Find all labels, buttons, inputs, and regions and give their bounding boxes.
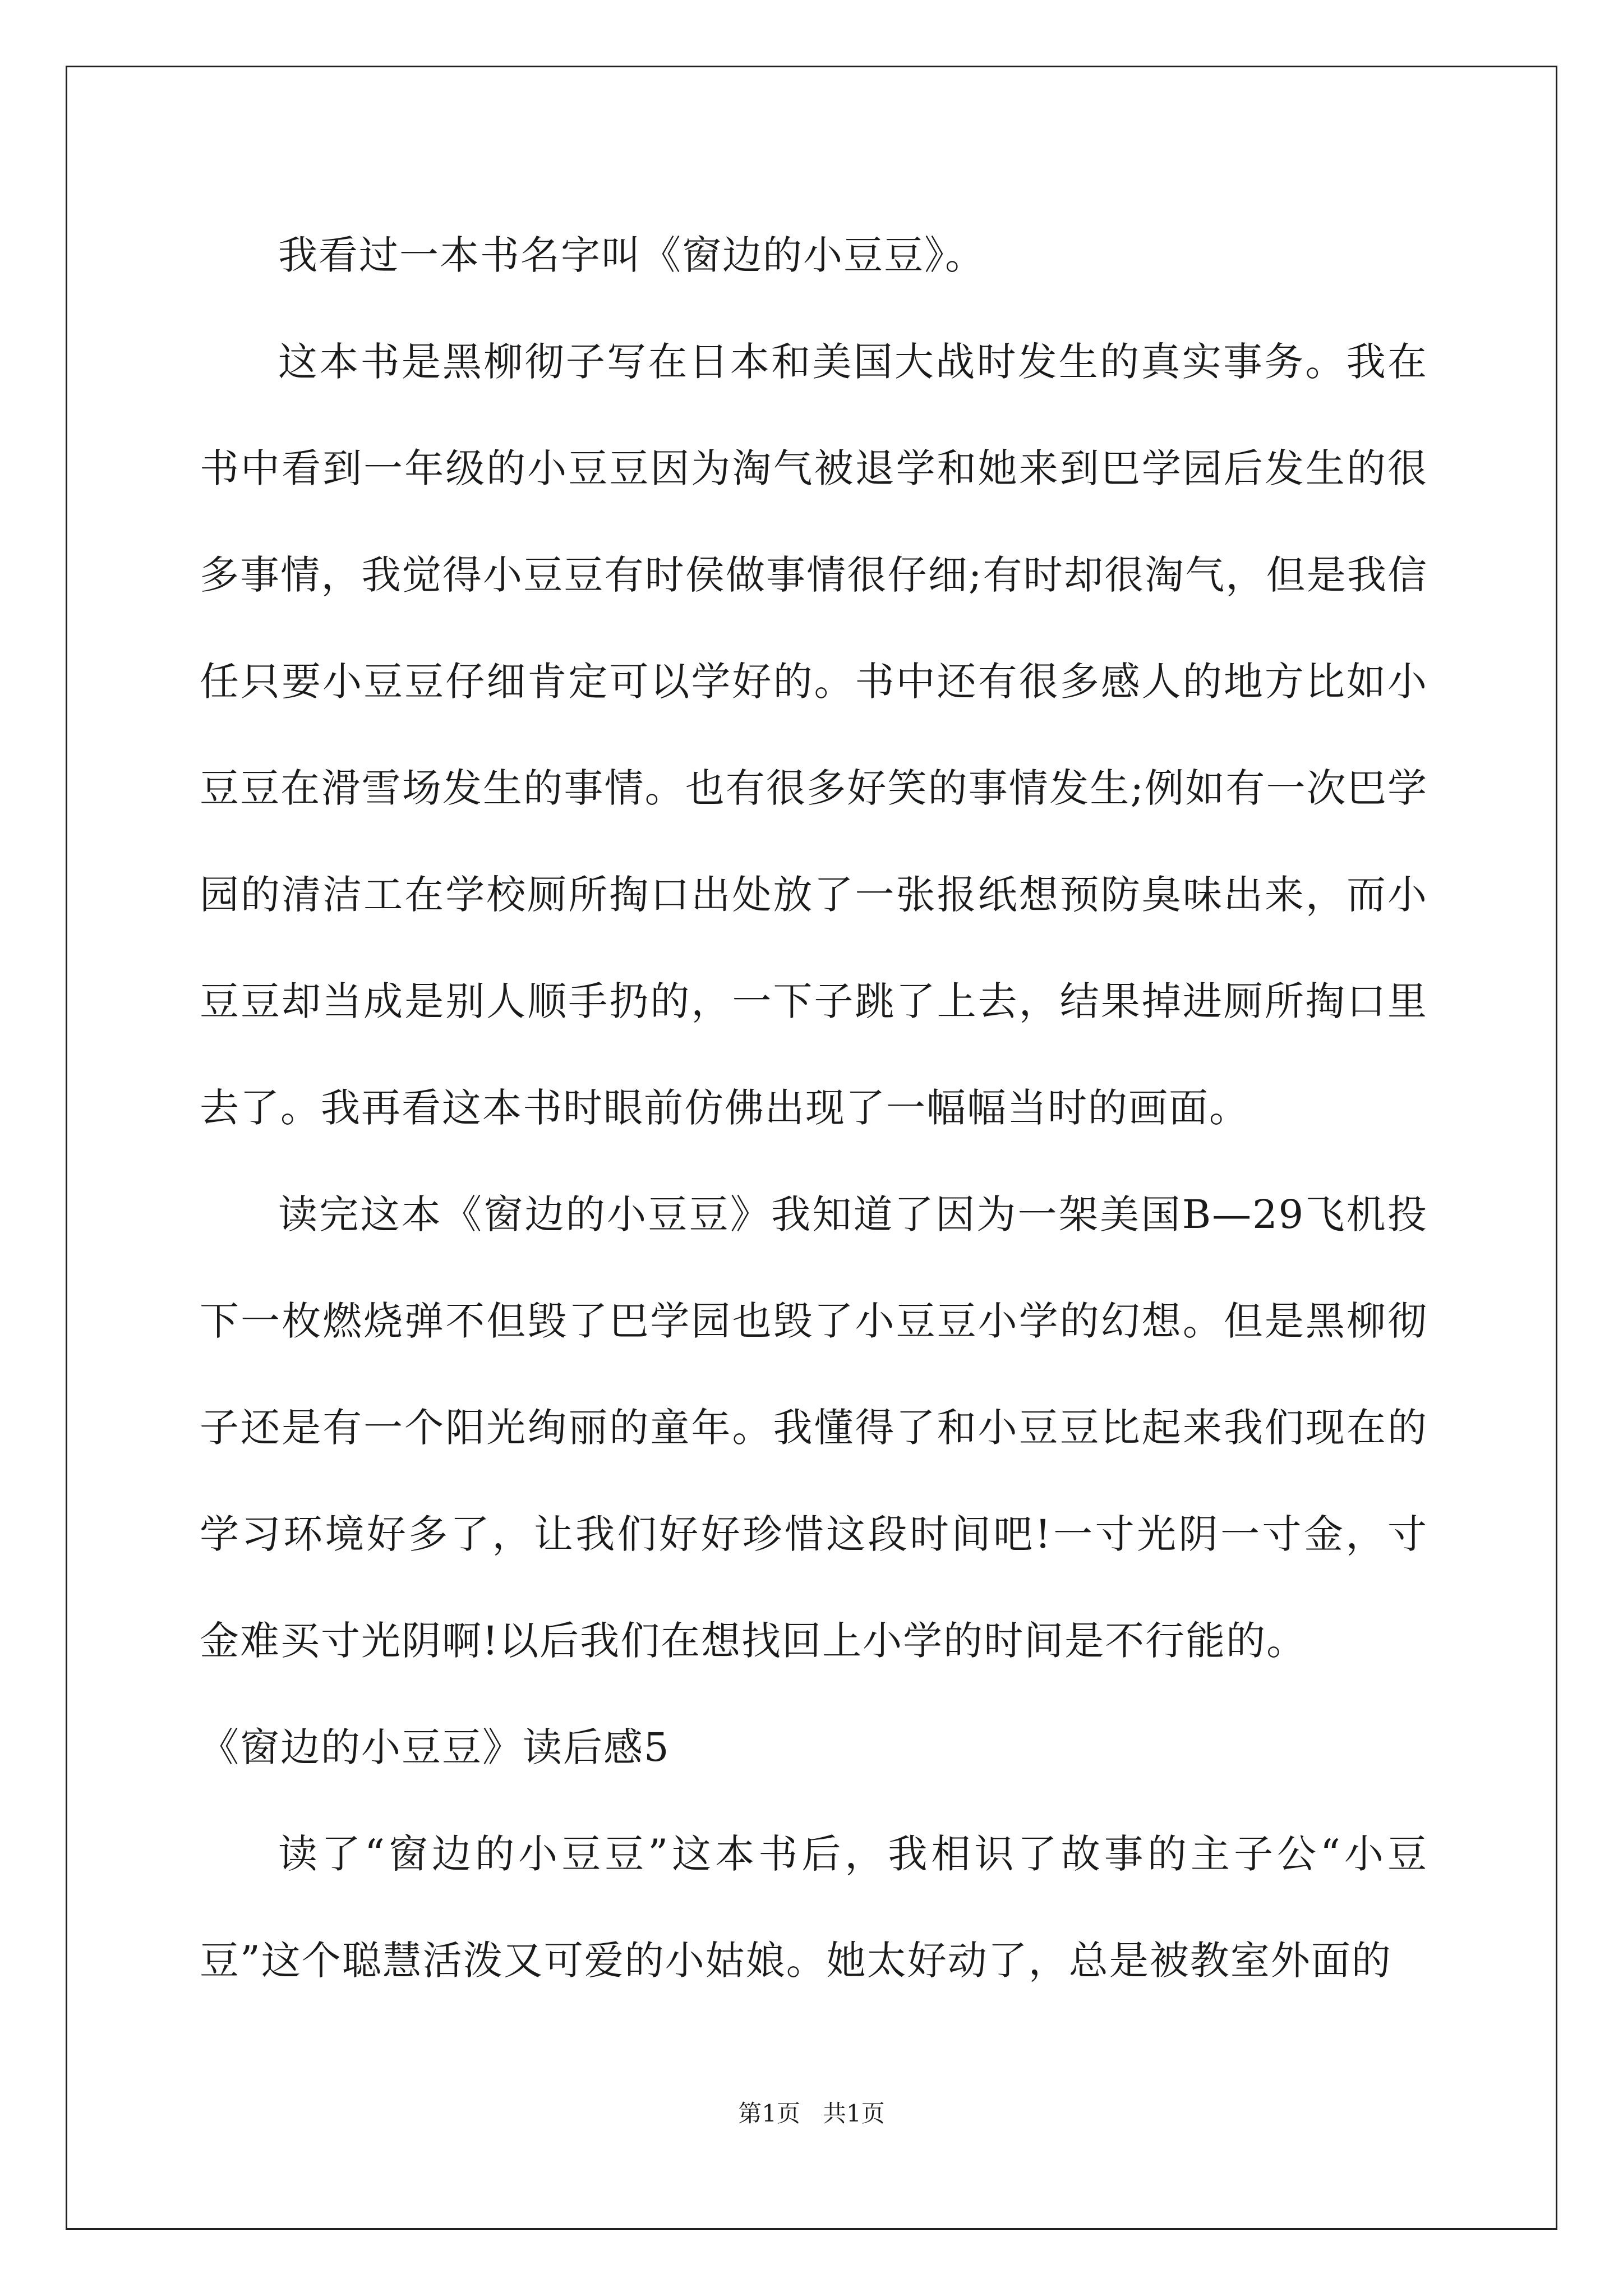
paragraph: 读完这本《窗边的小豆豆》我知道了因为一架美国B—29飞机投下一枚燃烧弹不但毁了巴学园也毁了小豆豆小学的幻想。但是黑柳彻子还是有一个阳光绚丽的童年。我懂得了和小豆豆比起来我们现在的学习环境好多了，让我们好好珍惜这段时间吧!一寸光阴一寸金，寸金难买寸光阴啊!以后我们在想找回上小学的时间是不行能的。	[200, 1191, 1428, 1664]
paragraph: 这本书是黑柳彻子写在日本和美国大战时发生的真实事务。我在书中看到一年级的小豆豆因为淘气被退学和她来到巴学园后发生的很多事情，我觉得小豆豆有时侯做事情很仔细;有时却很淘气，但是我信任只要小豆豆仔细肯定可以学好的。书中还有很多感人的地方比如小豆豆在滑雪场发生的事情。也有很多好笑的事情发生;例如有一次巴学园的清洁工在学校厕所掏口出处放了一张报纸想预防臭味出来，而小豆豆却当成是别人顺手扔的，一下子跳了上去，结果掉进厕所掏口里去了。我再看这本书时眼前仿佛出现了一幅幅当时的画面。	[200, 339, 1428, 1131]
page-total: 共1页	[823, 2100, 885, 2127]
paragraph: 我看过一本书名字叫《窗边的小豆豆》。	[278, 232, 985, 278]
page-number: 第1页	[738, 2100, 800, 2127]
document-body	[200, 202, 1428, 2014]
page-footer	[0, 2097, 1623, 2131]
paragraph: 读了“窗边的小豆豆”这本书后，我相识了故事的主子公“小豆豆”这个聪慧活泼又可爱的小姑娘。她太好动了，总是被教室外面的	[200, 1831, 1428, 1984]
section-heading: 《窗边的小豆豆》读后感5	[200, 1724, 670, 1770]
